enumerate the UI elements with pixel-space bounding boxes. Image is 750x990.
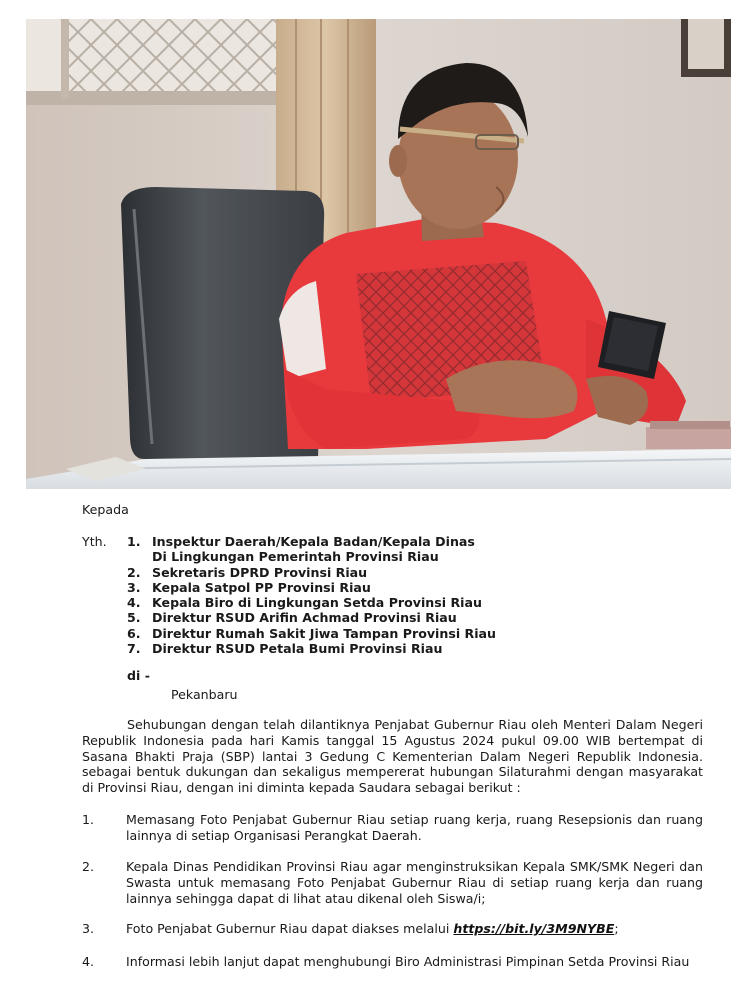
- recipient-item: [127, 580, 496, 595]
- recipient-line-2: Di Lingkungan Pemerintah Provinsi Riau: [152, 549, 439, 565]
- instruction-number: 1.: [82, 812, 95, 827]
- recipient-item: [127, 565, 496, 580]
- instruction-text: Informasi lebih lanjut dapat menghubungi Biro Administrasi Pimpinan Setda Provinsi Riau: [126, 954, 690, 969]
- recipient-line: Direktur RSUD Petala Bumi Provinsi Riau: [152, 641, 443, 657]
- instruction-number: 4.: [82, 954, 95, 969]
- recipient-number: 7.: [127, 641, 141, 657]
- recipient-number: 4.: [127, 595, 141, 611]
- recipient-line: Direktur RSUD Arifin Achmad Provinsi Riau: [152, 610, 457, 626]
- recipient-item: [127, 534, 496, 565]
- photo-link[interactable]: https://bit.ly/3M9NYBE: [453, 921, 615, 936]
- instruction-text: Memasang Foto Penjabat Gubernur Riau setiap ruang kerja, ruang Resepsionis dan ruang lainnya di setiap Organisasi Perangkat Daerah.: [126, 812, 703, 843]
- city: Pekanbaru: [171, 687, 238, 702]
- instruction-text: [126, 921, 703, 937]
- recipient-list: [127, 534, 496, 656]
- recipient-number: 3.: [127, 579, 141, 595]
- letter: [0, 490, 750, 990]
- recipient-item: [127, 641, 496, 656]
- recipient-number: 6.: [127, 625, 141, 641]
- intro-paragraph: [82, 717, 703, 796]
- recipient-item: [127, 626, 496, 641]
- recipient-line: Kepala Satpol PP Provinsi Riau: [152, 579, 371, 595]
- intro-text: Sehubungan dengan telah dilantiknya Penjabat Gubernur Riau oleh Menteri Dalam Negeri Republik Indonesia pada hari Kamis tanggal 15 Agustus 2024 pukul 09.00 WIB bertempat di Sasana Bhakti Praja (SBP) lantai 3 Gedung C Kementerian Dalam Negeri Republik Indonesia. sebagai bentuk dukungan dan sekaligus mempererat hubungan Silaturahmi dengan masyarakat di Provinsi Riau, dengan ini diminta kepada Saudara sebagai berikut :: [82, 717, 703, 796]
- salutation: Kepada: [82, 502, 129, 517]
- recipient-line: Inspektur Daerah/Kepala Badan/Kepala Dinas: [152, 534, 475, 549]
- instruction-text-part: Foto Penjabat Gubernur Riau dapat diakses melalui: [126, 921, 454, 936]
- recipient-number: 2.: [127, 564, 141, 580]
- di-label: di -: [127, 668, 150, 683]
- instruction-number: 2.: [82, 859, 95, 874]
- yth-label: Yth.: [82, 534, 107, 549]
- recipient-item: [127, 595, 496, 610]
- recipient-text: [152, 534, 475, 565]
- instruction-text: Kepala Dinas Pendidikan Provinsi Riau agar menginstruksikan Kepala SMK/SMK Negeri dan Swasta untuk memasang Foto Penjabat Gubernur Riau di setiap ruang kerja dan ruang lainnya sehingga dapat di lihat atau dikenal oleh Siswa/i;: [126, 859, 703, 906]
- recipient-number: 5.: [127, 610, 141, 626]
- official-photo: [26, 19, 731, 489]
- instruction-text-part: ;: [614, 921, 619, 936]
- recipient-line: Sekretaris DPRD Provinsi Riau: [152, 564, 368, 580]
- photo-illustration: [26, 19, 731, 489]
- instruction-number: 3.: [82, 921, 95, 936]
- recipient-number: 1.: [127, 534, 141, 549]
- recipient-item: [127, 610, 496, 625]
- recipient-line: Direktur Rumah Sakit Jiwa Tampan Provinsi Riau: [152, 625, 497, 641]
- recipient-line: Kepala Biro di Lingkungan Setda Provinsi Riau: [152, 595, 482, 611]
